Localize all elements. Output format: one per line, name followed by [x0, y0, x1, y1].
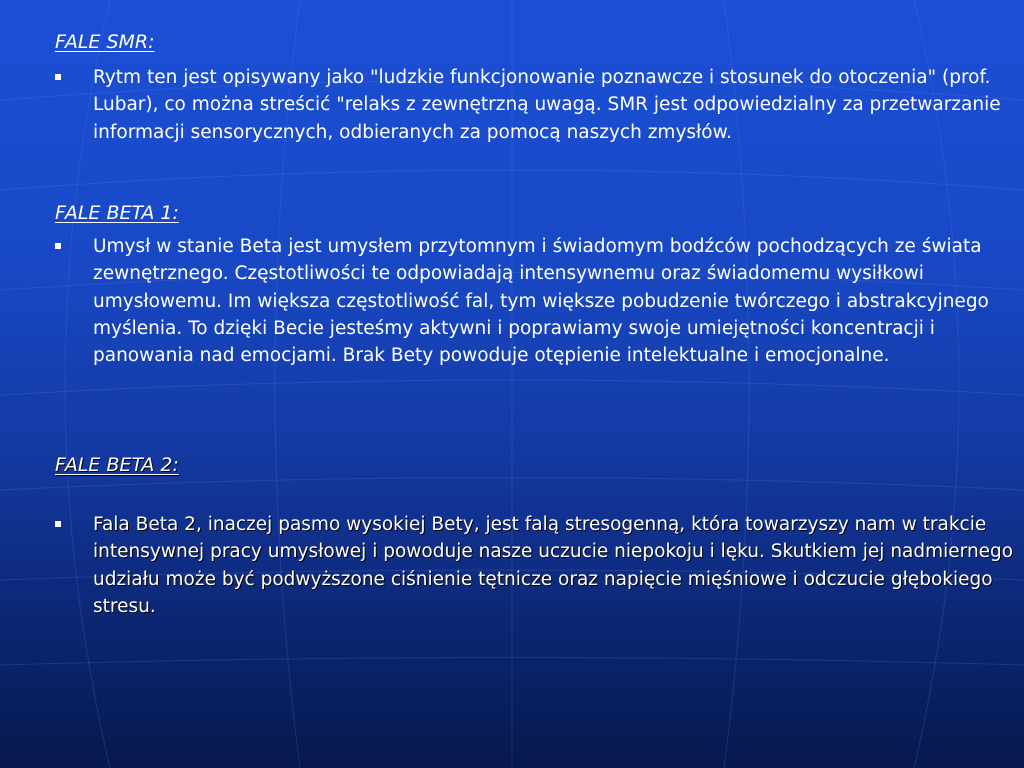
bullet-text-smr: Rytm ten jest opisywany jako "ludzkie funkcjonowanie poznawcze i stosunek do otoczenia" (prof. Lubar), co można streścić "relaks z zewnętrzną uwagą. SMR jest odpowiedzialny za przetwarzanie informacji sensorycznych, odbieranych za pomocą naszych zmysłów. — [93, 67, 1001, 143]
square-bullet-icon — [55, 521, 61, 527]
section-heading-beta-2: FALE BETA 2: — [55, 454, 179, 476]
section-heading-beta-1: FALE BETA 1: — [55, 202, 179, 224]
bullet-text-beta-1: Umysł w stanie Beta jest umysłem przytomnym i świadomym bodźców pochodzących ze świata zewnętrznego. Częstotliwości te odpowiadają intensywnemu oraz świadomemu wysiłkowi umysłowemu. Im większa częstotliwość fal, tym większe pobudzenie twórczego i abstrakcyjnego myślenia. To dzięki Becie jesteśmy aktywni i poprawiamy swoje umiejętności koncentracji i panowania nad emocjami. Brak Bety powoduje otępienie intelektualne i emocjonalne. — [93, 236, 989, 367]
square-bullet-icon — [55, 74, 61, 80]
bullet-text-beta-2: Fala Beta 2, inaczej pasmo wysokiej Bety, jest falą stresogenną, która towarzyszy nam w trakcie intensywnej pracy umysłowej i powoduje nasze uczucie niepokoju i lęku. Skutkiem jej nadmiernego udziału może być podwyższone ciśnienie tętnicze oraz napięcie mięśniowe i odczucie głębokiego stresu. — [93, 514, 1014, 617]
square-bullet-icon — [55, 243, 61, 249]
section-heading-smr: FALE SMR: — [55, 31, 155, 53]
